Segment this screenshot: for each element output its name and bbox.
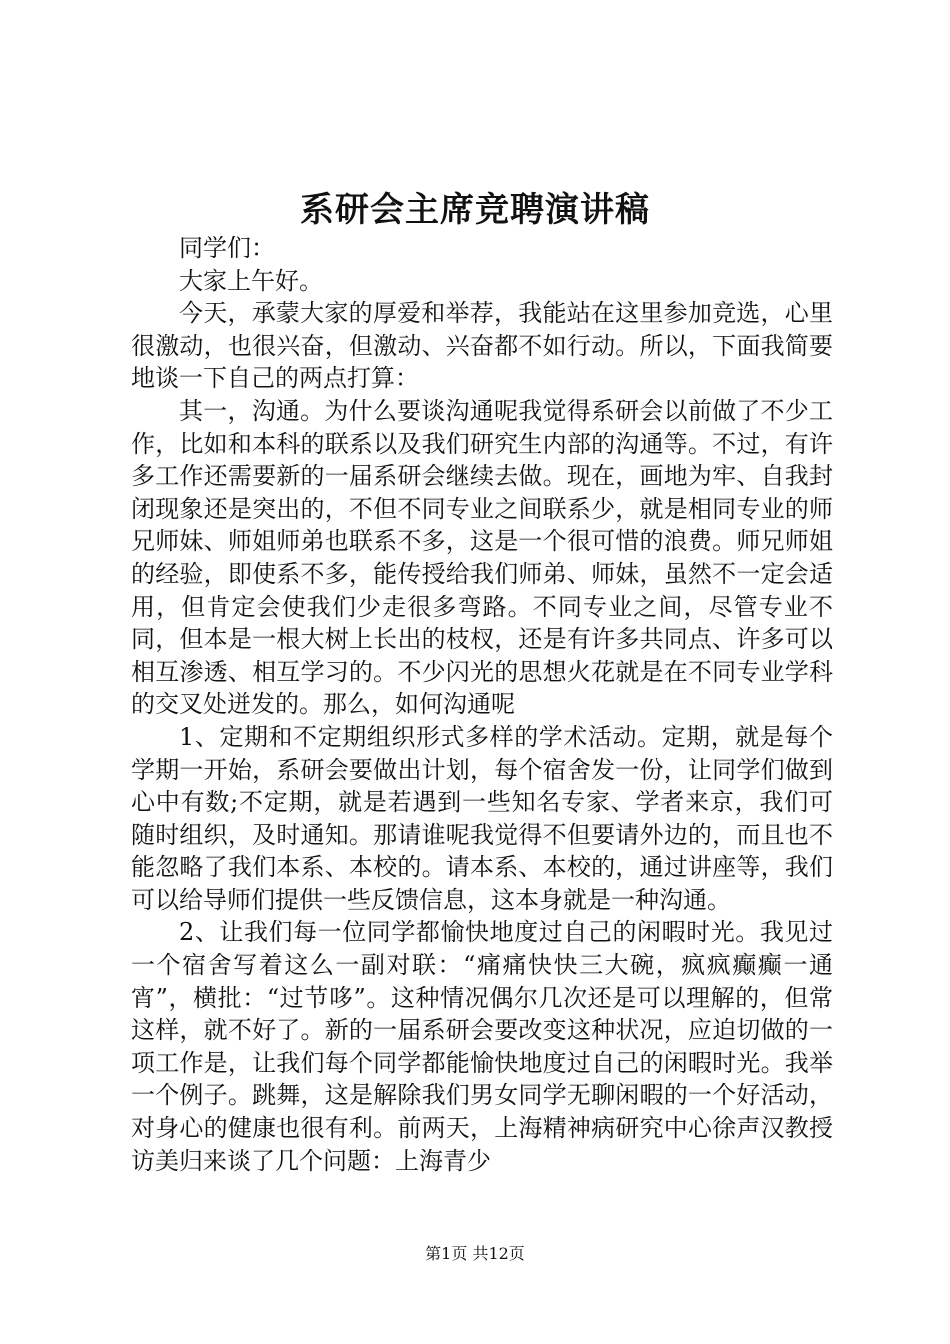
- body-paragraph: 今天，承蒙大家的厚爱和举荐，我能站在这里参加竞选，心里很激动，也很兴奋，但激动、兴奋都不如行动。所以，下面我简要地谈一下自己的两点打算：: [131, 299, 833, 393]
- body-paragraph: 其一，沟通。为什么要谈沟通呢我觉得系研会以前做了不少工作，比如和本科的联系以及我们研究生内部的沟通等。不过，有许多工作还需要新的一届系研会继续去做。现在，画地为牢、自我封闭现象还是突出的，不但不同专业之间联系少，就是相同专业的师兄师妹、师姐师弟也联系不多，这是一个很可惜的浪费。师兄师姐的经验，即使系不多，能传授给我们师弟、师妹，虽然不一定会适用，但肯定会使我们少走很多弯路。不同专业之间，尽管专业不同，但本是一根大树上长出的枝杈，还是有许多共同点、许多可以相互渗透、相互学习的。不少闪光的思想火花就是在不同专业学科的交叉处迸发的。那么，如何沟通呢: [131, 396, 833, 719]
- salutation: 同学们：: [179, 234, 275, 262]
- greeting: 大家上午好。: [179, 266, 323, 295]
- page-number-footer: 第1页 共12页: [425, 1244, 525, 1263]
- body-paragraph: 1、定期和不定期组织形式多样的学术活动。定期，就是每个学期一开始，系研会要做出计划，每个宿舍发一份，让同学们做到心中有数;不定期，就是若遇到一些知名专家、学者来京，我们可随时组织，及时通知。那请谁呢我觉得不但要请外边的，而且也不能忽略了我们本系、本校的。请本系、本校的，通过讲座等，我们可以给导师们提供一些反馈信息，这本身就是一种沟通。: [131, 722, 833, 914]
- body-paragraph: 2、让我们每一位同学都愉快地度过自己的闲暇时光。我见过一个宿舍写着这么一副对联：“痛痛快快三大碗，疯疯癫癫一通宵”，横批：“过节哆”。这种情况偶尔几次还是可以理解的，但常这样，就不好了。新的一届系研会要改变这种状况，应迫切做的一项工作是，让我们每个同学都能愉快地度过自己的闲暇时光。我举一个例子。跳舞，这是解除我们男女同学无聊闲暇的一个好活动，对身心的健康也很有利。前两天，上海精神病研究中心徐声汉教授访美归来谈了几个问题：上海青少: [131, 918, 833, 1175]
- document-body: [131, 232, 833, 1177]
- document-title: 系研会主席竞聘演讲稿: [300, 190, 650, 230]
